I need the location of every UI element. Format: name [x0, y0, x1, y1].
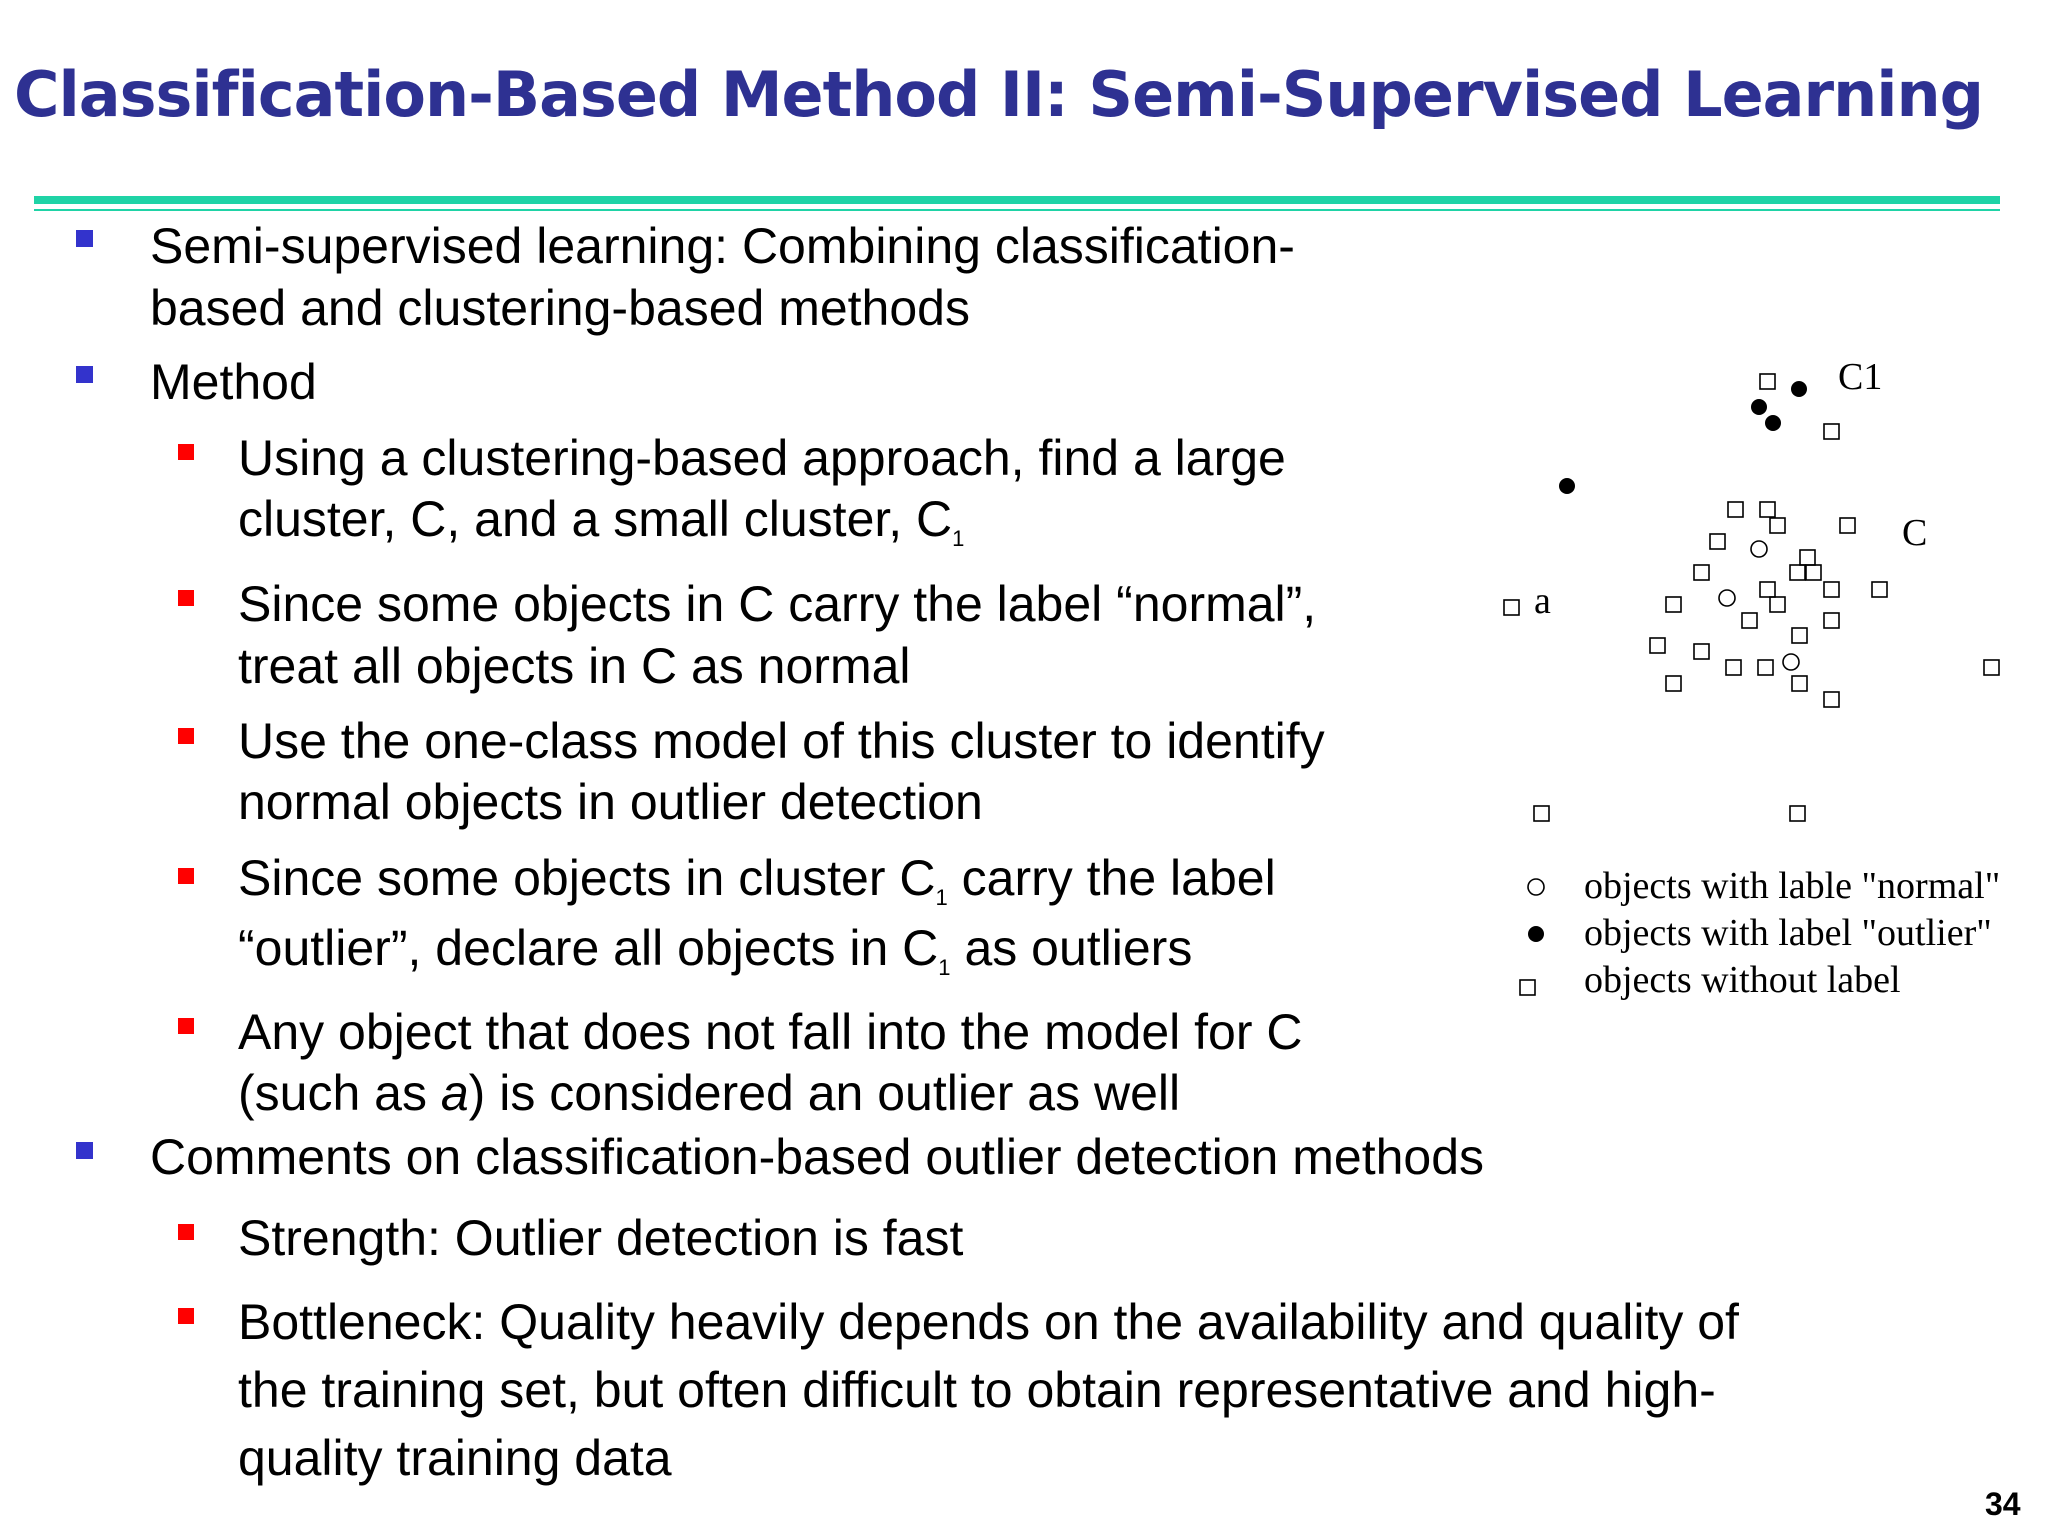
unlabeled-point	[1792, 676, 1807, 691]
unlabeled-point	[1504, 600, 1519, 615]
legend-item-unlabeled: objects without label	[1584, 959, 1901, 1001]
legend-open-circle-marker	[1528, 879, 1544, 895]
unlabeled-point	[1824, 692, 1839, 707]
unlabeled-point	[1760, 582, 1775, 597]
sub-bullet-marker-square	[178, 1224, 194, 1240]
unlabeled-point	[1758, 660, 1773, 675]
sub-bullet-normal-label-line-1: Since some objects in C carry the label “normal”,	[238, 576, 1317, 632]
unlabeled-point	[1790, 806, 1805, 821]
point-label-a: a	[1534, 580, 1551, 622]
sub-bullet-bottleneck-line-3: quality training data	[238, 1430, 672, 1486]
unlabeled-point	[1840, 518, 1855, 533]
normal-point	[1783, 654, 1799, 670]
unlabeled-point	[1694, 644, 1709, 659]
outlier-labeled-points	[1559, 381, 1807, 494]
unlabeled-point	[1760, 502, 1775, 517]
legend-open-square-marker	[1520, 980, 1535, 995]
sub-bullet-one-class-model-line-2: normal objects in outlier detection	[238, 774, 983, 830]
unlabeled-point	[1742, 613, 1757, 628]
unlabeled-point	[1872, 582, 1887, 597]
unlabeled-point	[1666, 676, 1681, 691]
normal-point	[1719, 590, 1735, 606]
sub-bullet-marker-square	[178, 444, 194, 460]
sub-bullet-outlier-label-line-1	[238, 848, 1276, 928]
unlabeled-point	[1800, 550, 1815, 565]
outlier-point	[1791, 381, 1807, 397]
unlabeled-point	[1666, 597, 1681, 612]
unlabeled-point	[1824, 582, 1839, 597]
unlabeled-point	[1790, 565, 1805, 580]
unlabeled-point	[1824, 424, 1839, 439]
sub-bullet-outlier-label-line-2	[238, 918, 1192, 998]
outlier-point	[1765, 415, 1781, 431]
subscript: 1	[938, 955, 951, 980]
page-number: 34	[1985, 1486, 2021, 1522]
text-segment: cluster, C, and a small cluster, C	[238, 491, 953, 547]
sub-bullet-normal-label-line-2: treat all objects in C as normal	[238, 638, 911, 694]
text-segment: as outliers	[950, 920, 1193, 976]
unlabeled-point	[1806, 565, 1821, 580]
sub-bullet-find-clusters-line-2	[238, 489, 964, 569]
bullet-semi-supervised-line-2: based and clustering-based methods	[150, 280, 970, 336]
sub-bullet-marker-square	[178, 868, 194, 884]
legend-markers	[1520, 879, 1544, 995]
sub-bullet-outside-model-line-2	[238, 1063, 1180, 1123]
legend-item-outlier: objects with label "outlier"	[1584, 912, 1992, 954]
cluster-label-c1: C1	[1838, 356, 1883, 398]
sub-bullet-one-class-model-line-1: Use the one-class model of this cluster to identify	[238, 713, 1325, 769]
text-segment: carry the label	[947, 850, 1276, 906]
unlabeled-point	[1770, 597, 1785, 612]
bullet-method: Method	[150, 354, 317, 410]
text-segment: “outlier”, declare all objects in C	[238, 920, 939, 976]
cluster-scatter-figure	[1490, 350, 2048, 1030]
sub-bullet-outside-model-line-1: Any object that does not fall into the model for C	[238, 1004, 1303, 1060]
normal-labeled-points	[1719, 541, 1799, 670]
legend-filled-circle-marker	[1528, 926, 1544, 942]
unlabeled-point	[1726, 660, 1741, 675]
unlabeled-point	[1534, 806, 1549, 821]
sub-bullet-marker-square	[178, 728, 194, 744]
unlabeled-point	[1728, 502, 1743, 517]
unlabeled-point	[1694, 565, 1709, 580]
bullet-marker-square	[76, 230, 93, 247]
unlabeled-point	[1710, 534, 1725, 549]
unlabeled-points	[1504, 374, 1999, 821]
cluster-label-c: C	[1902, 512, 1928, 554]
unlabeled-point	[1984, 660, 1999, 675]
sub-bullet-marker-square	[178, 1308, 194, 1324]
normal-point	[1751, 541, 1767, 557]
bullet-marker-square	[76, 1142, 93, 1159]
unlabeled-point	[1760, 374, 1775, 389]
sub-bullet-bottleneck-line-1: Bottleneck: Quality heavily depends on the availability and quality of	[238, 1294, 1739, 1350]
unlabeled-point	[1824, 613, 1839, 628]
bullet-semi-supervised-line-1: Semi-supervised learning: Combining classification-	[150, 218, 1295, 274]
text-segment: ) is considered an outlier as well	[468, 1065, 1181, 1121]
bullet-marker-square	[76, 366, 93, 383]
legend-item-normal: objects with lable "normal"	[1584, 865, 2001, 907]
unlabeled-point	[1650, 638, 1665, 653]
subscript: 1	[935, 885, 948, 910]
bullet-comments: Comments on classification-based outlier detection methods	[150, 1129, 1485, 1185]
unlabeled-point	[1770, 518, 1785, 533]
sub-bullet-bottleneck-line-2: the training set, but often difficult to obtain representative and high-	[238, 1362, 1716, 1418]
outlier-point	[1559, 478, 1575, 494]
slide-title: Classification-Based Method II: Semi-Supervised Learning	[14, 58, 1983, 131]
sub-bullet-marker-square	[178, 590, 194, 606]
text-segment: (such as	[238, 1065, 441, 1121]
subscript: 1	[952, 526, 965, 551]
outlier-point	[1751, 399, 1767, 415]
text-segment: Since some objects in cluster C	[238, 850, 936, 906]
sub-bullet-strength: Strength: Outlier detection is fast	[238, 1210, 964, 1266]
sub-bullet-find-clusters-line-1: Using a clustering-based approach, find a large	[238, 430, 1286, 486]
unlabeled-point	[1792, 628, 1807, 643]
sub-bullet-marker-square	[178, 1018, 194, 1034]
italic-a: a	[440, 1065, 469, 1121]
